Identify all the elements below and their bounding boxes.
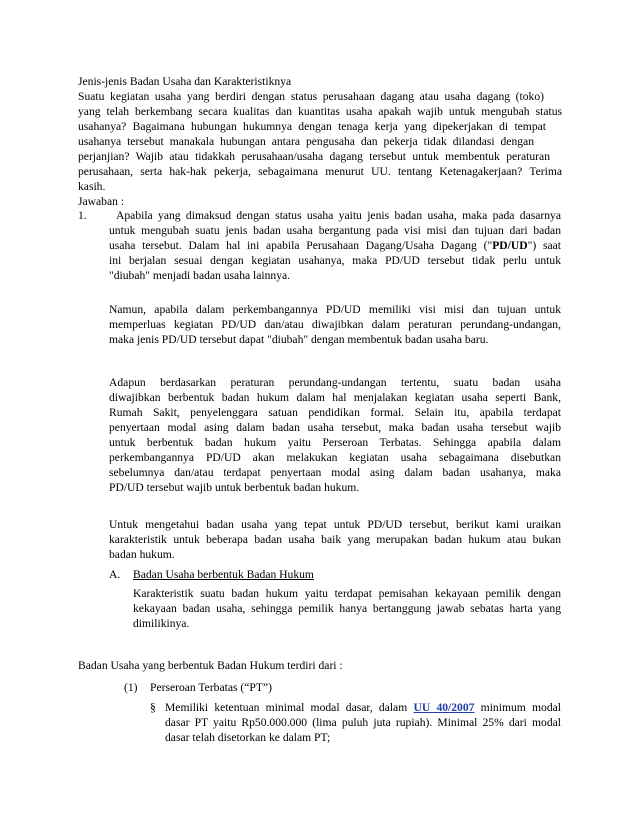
section-a-heading: Badan Usaha berbentuk Badan Hukum (133, 568, 314, 581)
answer-label: Jawaban : (78, 195, 125, 208)
law-link[interactable]: UU 40/2007 (413, 701, 475, 714)
para2-line-1: Namun, apabila dalam perkembangannya PD/UD memiliki visi misi dan tujuan untuk (109, 303, 561, 316)
section-a-line-3: dimilikinya. (133, 617, 190, 630)
para3-line-8: PD/UD tersebut wajib untuk berbentuk badan hukum. (109, 481, 360, 494)
item1-line-4: ini berjalan sesuai dengan kegiatan usahanya, maka PD/UD tersebut tidak perlu untuk (109, 254, 561, 267)
item1-line3-pre: usaha tersebut. Dalam hal ini apabila Perusahaan Dagang/Usaha Dagang (" (109, 239, 493, 252)
bullet1-pre: Memiliki ketentuan minimal modal dasar, dalam (165, 701, 414, 714)
para4-line-2: karakteristik untuk beberapa badan usaha baik yang merupakan badan hukum atau bukan (109, 533, 561, 546)
question-line-2: yang telah berkembang secara kualitas dan kuantitas usaha apakah wajib untuk mengubah status (78, 105, 562, 118)
item1-line-3 (109, 238, 561, 253)
question-line-6: perusahaan, serta hak-hak pekerja, sebagaimana menurut UU. tentang Ketenagakerjaan? Terima (78, 165, 562, 178)
section-a-line-1: Karakteristik suatu badan hukum yaitu terdapat pemisahan kekayaan pemilik dengan (133, 587, 561, 600)
section-a-line-2: kekayaan badan usaha, sehingga pemilik hanya bertanggung jawab sebatas harta yang (133, 602, 561, 615)
bullet1-line-3: dasar telah disetorkan ke dalam PT; (165, 731, 331, 744)
item-pt-label: Perseroan Terbatas (“PT”) (150, 681, 272, 694)
para3-line-2: diwajibkan berbentuk badan hukum dalam hal menjalakan kegiatan usaha seperti Bank, (109, 391, 561, 404)
item1-line-2: untuk mengubah suatu jenis badan usaha bergantung pada visi misi dan tujuan dari badan (109, 224, 561, 237)
question-line-3: usahanya? Bagaimana hubungan hukumnya dengan tenaga kerja yang dipekerjakan di tempat (78, 120, 546, 133)
question-line-1: Suatu kegiatan usaha yang berdiri dengan status perusahaan dagang atau usaha dagang (toko) (78, 90, 544, 103)
para3-line-7: sebelumnya dan/atau terdapat penyertaan modal asing dalam badan usahanya, maka (109, 466, 561, 479)
para4-line-3: badan hukum. (109, 548, 175, 561)
item1-line-1: Apabila yang dimaksud dengan status usaha yaitu jenis badan usaha, maka pada dasarnya (116, 209, 561, 222)
item-number-1: 1. (78, 209, 87, 222)
document-title: Jenis-jenis Badan Usaha dan Karakteristiknya (78, 75, 292, 88)
para3-line-6: perkembangannya PD/UD akan melakukan kegiatan usaha sebagaimana disebutkan (109, 451, 561, 464)
question-line-7: kasih. (78, 180, 106, 193)
bullet1-line-2: dasar PT yaitu Rp50.000.000 (lima puluh juta rupiah). Minimal 25% dari modal (165, 716, 561, 729)
bullet-marker: § (150, 701, 156, 714)
item1-line3-post: ") saat (527, 239, 561, 252)
para2-line-3: maka jenis PD/UD tersebut dapat "diubah" dengan membentuk badan usaha baru. (109, 333, 489, 346)
para3-line-1: Adapun berdasarkan peraturan perundang-undangan tertentu, suatu badan usaha (109, 376, 561, 389)
item1-line3-bold: PD/UD (492, 239, 528, 252)
para3-line-3: Rumah Sakit, penyelenggara satuan pendidikan formal. Selain itu, apabila terdapat (109, 406, 561, 419)
bullet1-post: minimum modal (474, 701, 561, 714)
para3-line-4: penyertaan modal asing dalam badan usaha tersebut, maka badan usaha tersebut wajib (109, 421, 561, 434)
bullet1-line-1 (165, 700, 561, 715)
item1-line-5: "diubah" menjadi badan usaha lainnya. (109, 269, 291, 282)
para3-line-5: untuk berbentuk badan hukum yaitu Perseroan Terbatas. Sehingga apabila dalam (109, 436, 561, 449)
list-intro: Badan Usaha yang berbentuk Badan Hukum terdiri dari : (78, 659, 343, 672)
para4-line-1: Untuk mengetahui badan usaha yang tepat untuk PD/UD tersebut, berikut kami uraikan (109, 518, 561, 531)
para2-line-2: memperluas kegiatan PD/UD dan/atau diwajibkan dalam peraturan perundang-undangan, (109, 318, 561, 331)
item-pt-number: (1) (124, 681, 138, 694)
question-line-5: perjanjian? Wajib atau tidakkah perusahaan/usaha dagang tersebut untuk membentuk peraturan (78, 150, 550, 163)
question-line-4: usahanya tersebut manakala hubungan antara pengusaha dan pekerja tidak dilandasi dengan (78, 135, 534, 148)
section-a-letter: A. (109, 568, 121, 581)
